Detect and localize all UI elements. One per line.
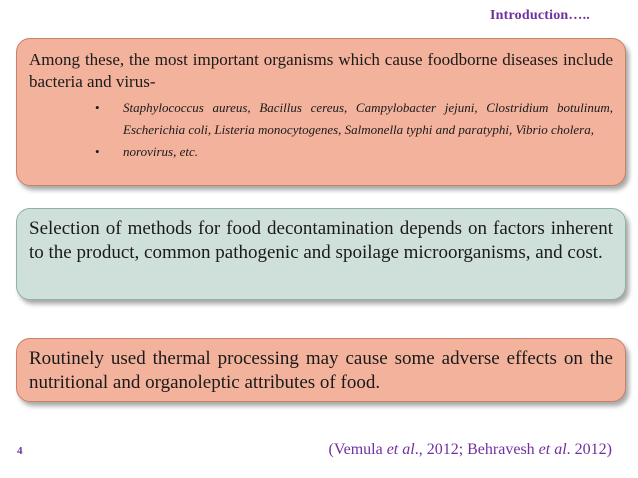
organisms-paragraph: Among these, the most important organisms which cause foodborne diseases include bacteria and virus- xyxy=(29,50,613,91)
organisms-box xyxy=(16,38,626,186)
bullet-icon: • xyxy=(95,144,100,159)
citation-part-open: (Vemula xyxy=(328,441,387,458)
decontamination-paragraph: Selection of methods for food decontamination depends on factors inherent to the product, common pathogenic and spoilage microorganisms, and cost. xyxy=(29,218,613,263)
citation-etal-1: et al xyxy=(386,441,415,458)
thermal-processing-box xyxy=(16,338,626,402)
slide-number: 4 xyxy=(17,445,23,457)
citation xyxy=(328,441,612,459)
citation-part-mid: ., 2012; Behravesh xyxy=(414,441,539,458)
bullet-icon: • xyxy=(95,100,100,115)
thermal-processing-paragraph: Routinely used thermal processing may cause some adverse effects on the nutritional and organoleptic attributes of food. xyxy=(29,348,613,393)
bullet-item-bacteria xyxy=(95,97,613,141)
bullet-text-virus: norovirus, etc. xyxy=(123,144,198,159)
section-title: Introduction….. xyxy=(490,8,590,23)
bullet-item-virus xyxy=(95,141,613,163)
organisms-bullet-list xyxy=(29,97,613,163)
citation-etal-2: et al xyxy=(538,441,567,458)
citation-part-close: . 2012) xyxy=(566,441,612,458)
decontamination-box xyxy=(16,208,626,300)
bullet-text-bacteria: Staphylococcus aureus, Bacillus cereus, Campylobacter jejuni, Clostridium botulinum, Escherichia coli, Listeria monocytogenes, Salmonella typhi and paratyphi, Vibrio cholera, xyxy=(123,100,613,137)
